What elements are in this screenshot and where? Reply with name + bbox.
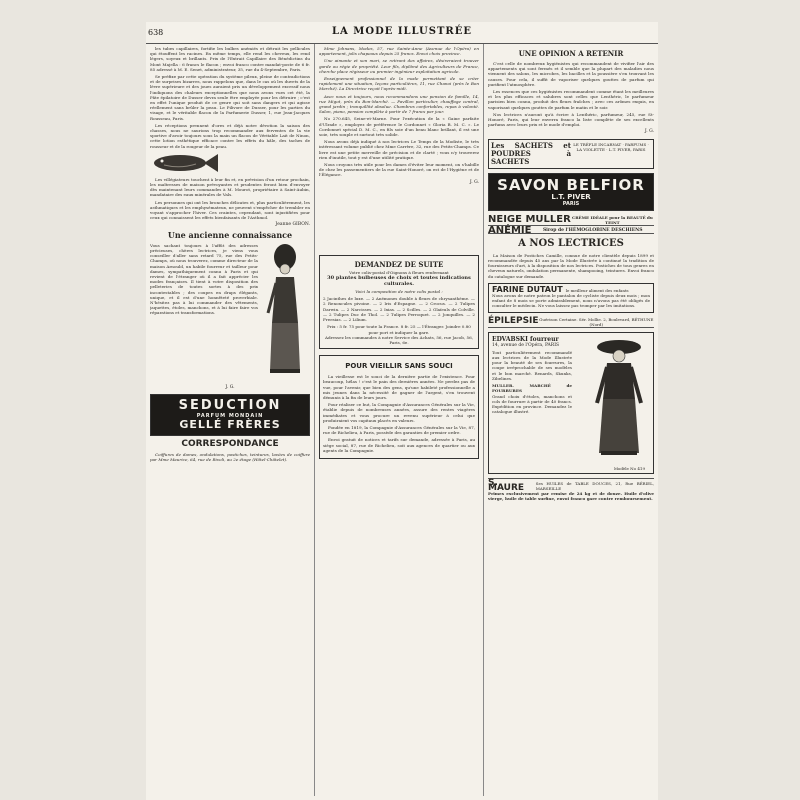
paragraph: Une aimante et son mari, se retirant des affaires, désireraient trouver garde ou régie de propriété. Leur fils, diplômé des Agriculteurs de France, cherche place régisseur ou premier ingénieur exploitation agricole. [319, 58, 479, 74]
paragraph: C'est celle de nombreux hygiénistes qui recommandent de vivifier l'air des appartements qui sont fermés et il semble que la plupart des maladies nous viennent des salons, les microbes, les bacilles et la poussière s'en trouvant les causes. Pour cela, il suffit de vaporiser quelques gouttes de parfum qui purifient l'atmosphère. [488, 61, 654, 87]
ad-text: LE TRÈFLE INCARNAT · PARFUMS · LA VIOLETTE · L.T. PIVER, PARIS [573, 141, 649, 152]
paragraph: La vieillesse est le souci de la dernière partie de l'existence. Pour beaucoup, hélas ! c'est le pain des dernières années. Ne perdez pas de vue, pour l'avenir, que bien des gens, qu'une habileté professionnelle a mis jeunes dans la nécessité de gagner de l'argent, s'en trouvent démunis à la fin de leurs jours. [323, 374, 475, 400]
header-rule [146, 43, 658, 44]
ad-title: POUR VIEILLIR SANS SOUCI [345, 362, 453, 371]
fur-coat-figure-illustration [591, 337, 647, 459]
signature: J. G. [469, 179, 479, 185]
magazine-title: LA MODE ILLUSTRÉE [332, 26, 472, 37]
ad-brand: NEIGE MULLER [488, 214, 571, 226]
paragraph: Nos lectrices n'auront qu'à écrire à Lenthéric, parfumeur, 245, rue St-Honoré, Paris, qui leur enverra franco la liste complète de ses excellents parfums avec leurs prix et le mode d'emploi. [488, 111, 654, 128]
ad-subtitle: Voici la composition de notre colis postal : [355, 289, 443, 295]
correspondance-title: CORRESPONDANCE [181, 438, 279, 449]
neige-advertisement [488, 215, 654, 226]
paragraph: Les essences que ces hygiénistes recommandent comme étant les meilleures et les plus efficaces et salubres sont celles que Lenthéric, le parfumeur parisien bien connu, produit des fleurs fraîches ; avec ces arômes exquis, en vaporisant quelques gouttes de parfum le matin et le soir. [488, 89, 654, 110]
article-block [150, 243, 310, 383]
insurance-advertisement [319, 355, 479, 459]
fish-illustration [150, 151, 310, 175]
ad-title: DEMANDEZ DE SUITE [354, 259, 444, 269]
ad-subtitle: le meilleur aliment des enfants [565, 287, 629, 293]
column-divider [314, 44, 315, 796]
ad-text: Grand choix d'étoles, manchons et cols de fourrure à partir de 40 francs. Expédition en province. Demandez le catalogue illustré. [492, 393, 572, 415]
paragraph: Pour réaliser ce but, la Compagnie d'Assurances Générales sur la Vie, établie depuis de nombreuses années, assure des rentes viagères immédiates et vous procure un revenu supérieur à celui que produiraient vos capitaux placés en valeurs. [323, 402, 475, 423]
paragraph: Se préfixe par cette opération du système pileux, pleine de contradictions et de surprises bizarres, nous rappelons que, dans le cas où les duvets de la lèvre supérieure et des joues auraient pris un développement excessif nous l'indiquons des chaleurs exceptionnelles que nous avons vues cet été, la Pâte épilatoire de Dusser devra seule être employée pour les détruire ; c'est en effet l'unique produit de ce genre qui soit sans dangers et qui agisse réellement sans brûler la peau. Le Pilivore de Dusser, pour les parties du visage, et le véritable flacon de la Parfumerie Dusser, 1, rue Jean-Jacques Rousseau, Paris. [150, 74, 310, 121]
paragraph: Nous croyons très utile pour les dames d'éviter leur moment, on s'habille de chez les passementiers de la rue Saint-Honoré, on est de l'Hygiène et de l'Élégance. [319, 162, 479, 178]
ad-subtitle: PARFUM MONDAIN [196, 412, 264, 419]
ad-header [488, 477, 654, 493]
paragraph: Vous sachant toujours à l'affût des adresses précieuses, chères lectrices, je viens vous conseiller d'aller sans retard 75, rue des Petits-Champs, où nous trouverez, comme directeur de la maison Arnould, un habile fourreur et tailleur pour dames, sympathiquement connu à Paris et qui revient de l'étranger où il a fait apprécier les modes françaises. Il tient à votre disposition des pelleteries de toutes sortes à des prix incontestables ; des coupes en draps élégants, unique, et il est d'une honnêteté proverbiale. N'hésitez pas à lui commander des vêtements, jaquettes, étoles, manchons, et à lui faire faire vos réparations et transformations. [150, 242, 258, 316]
ad-prices: Prix : 5 fr. 75 pour toute la France. 8 fr. 25 — l'Étranger. Joindre 0.80 pour port et indiquer la gare. [327, 324, 471, 335]
column-divider [483, 44, 484, 796]
paragraph: Enseignement professionnel de la mode permettant de se créer rapidement une situation, leçons particulières, 11, rue Chanoi (près le Bon Marché). La Directrice reçoit l'après-midi. [319, 76, 479, 92]
paragraph: les tubes capillaires, fortifie les bulbes anémiés et détruit les pellicules qui étouffent les racines. En même temps, elle rend les cheveux, les rend légers, soyeux et brillants. Prix de l'Extrait Capillaire des Bénédictins du Mont Majella : 6 francs le flacon ; envoi franco contre mandat-poste de 6 fr. 85 adressé à M. E. Senet, administrateur, 35, rue du 4-Septembre, Paris. [150, 46, 310, 72]
ad-brand: S. MAURE [488, 477, 525, 493]
ad-brand: ÉPILEPSIE [488, 316, 539, 327]
ad-maker: L.T. PIVER [551, 192, 591, 201]
farine-advertisement [488, 283, 654, 313]
savon-advertisement [488, 173, 654, 211]
ad-text: Nous avons de notre patron le pantalon de cycliste depuis deux mois ; mon enfant de 8 mois se porte admirablement, nous n'avons pas été obligés de consulter le médecin. Ne vous laissez pas tromper par les imitations. [492, 293, 650, 309]
seduction-advertisement [150, 394, 310, 436]
paragraph: Les villégiateurs touchent à leur fin et, en prévision d'un retour prochain, les maîtresses de maison prévoyantes et prudentes feront bien d'envoyer dès maintenant leurs commandes à M. Mourot, propriétaire à Saint-Aubin, mandataire des eaux minérales de Vals. [150, 176, 310, 198]
ad-text: Guérison Certaine. Sér. Mollie. 2, Boulevard, BÉTHUNE (Nord) [539, 316, 654, 327]
column-3 [488, 46, 654, 798]
ad-maker: GELLÉ FRÈRES [179, 417, 281, 431]
column-2 [319, 46, 479, 798]
ad-text: Sirop de l'HÉMOGLOBINE DESCHIENS [542, 227, 643, 233]
paragraph: Avec nous et toujours, nous recommandons une pension de famille, 14, rue Migot, près du Bon-Marché. — Pavillon particulier, chauffage central, grand jardin ; tranquillité absolue. Chambres confortables, repas à volonté. Salon, piano, pension complète à partir de 7 francs par jour. [319, 93, 479, 115]
signature: Jeanne GIBON. [275, 222, 310, 228]
magazine-page [146, 22, 658, 800]
paragraph: No 270.645, Seine-et-Marne. Pour l'exécution de la « Gaine parfaite d'Ulrade », employez de préférence le Cordonnet « Gloria B. M. C. ». Le Cordonnet spécial D. M. C., en fils soie d'un beau blanc brillant, il est une soie, très souple et surtout très solide. [319, 116, 479, 138]
ad-line: Votre colis-postal d'Oignons à fleurs renfermant [349, 269, 449, 275]
article-title: UNE OPINION A RETENIR [518, 49, 624, 58]
paragraph: Fondée en 1819, la Compagnie d'Assurances Générales sur la Vie, 87, rue de Richelieu, à Paris, possède des garanties de premier ordre. [323, 424, 475, 436]
ad-brand: SEDUCTION [178, 397, 282, 413]
paragraph: Envoi gratuit de notices et tarifs sur demande, adressée à Paris, au siège social, 87, rue de Richelieu, soit aux agences de quartier ou aux agents de la Compagnie. [323, 437, 475, 453]
ad-text: Tout particulièrement recommandé aux lectrices de la Mode Illustrée pour la beauté de ses fourrures, la coupe irréprochable de ses modèles et le bon marché. Renards, Skunks, Zibelines. [492, 349, 572, 381]
signature: J. G. [225, 384, 235, 390]
lectrices-title: A NOS LECTRICES [518, 237, 624, 249]
ad-subtitle: Ses HUILES de TABLE DOUCES, 21, Rue BÉRIEL, MARSEILLE [535, 480, 654, 491]
page-header [146, 26, 658, 40]
sachets-advertisement [488, 139, 654, 169]
signature: J. G. [644, 129, 654, 135]
ad-text-block [492, 336, 572, 415]
ad-brand: EDVABSKI fourreur [492, 335, 559, 343]
ad-address: Adressez les commandes à notre Service des Achats, 56, rue Jacob, 56, Paris, 6e. [324, 334, 474, 345]
page-number: 638 [148, 28, 164, 37]
ad-list: 2 Jacinthes de luxe. — 2 Anémones double à fleurs de chrysanthème. — 2 Renoncules pivoine. — 2 Iris d'Espagne. — 2 Crocus. — 2 Tulipes Darwin. — 2 Narcisses. — 2 Ixias. — 2 Scilles. — 2 Glaïeuls de Colville. — 2 Tulipes Duc de Thol. — 2 Tulipes Perroquet. — 2 Jonquilles. — 2 Freesias. — 2 Lilium. [323, 296, 475, 323]
edvabski-advertisement [488, 332, 654, 474]
epilepsie-advertisement [488, 317, 654, 328]
column-1 [150, 46, 310, 798]
figure-caption: Modèle No 419 [613, 466, 645, 472]
maure-advertisement [488, 478, 654, 502]
paragraph: La Maison de Postiches Camille, connue de notre clientèle depuis 1899 et recommandée depuis 45 ans par la Mode Illustrée à continué la tradition de fournisseurs d'art, à la disposition de nos lectrices. Postiches de tous genres en cheveux naturels, ondulation permanente, shampooing, teintures. Envoi franco du catalogue sur demande. [488, 252, 654, 279]
ad-address: 14, avenue de l'Opéra, PARIS [492, 342, 560, 348]
paragraph: Les réceptions prennent d'ores et déjà notre dévotion la saison des chasses, nous ne saurions trop recommander aux ferventes de la vie sportive d'avoir toujours sous la main un flacon de Véritable Lait de Ninon, cette lotion esthétique efficace contre les effets du hâle, des taches de rousseur et de la rougeur de la peau. [150, 122, 310, 149]
ad-text: MULLER. MARCHÉ de FOURRURES [492, 383, 572, 394]
article-title: Une ancienne connaissance [167, 229, 293, 240]
fashion-figure-illustration [264, 243, 306, 379]
ad-brand: Les SACHETS et POUDRES à SACHETS [491, 140, 571, 166]
ad-text: CRÈME IDÉALE pour la BEAUTÉ du TEINT [572, 214, 653, 225]
paragraph: Nous avons déjà indiqué à nos lectrices Le Temps de la Modiste, le très intéressant volume publié chez Mme Carrère, 32, rue des Petits-Champs. Ce livre est une petite merveille de précision et de clarté ; vous n'y trouverez rien d'inutile, tout y est d'une utilité pratique. [319, 139, 479, 160]
bulbs-advertisement [319, 255, 479, 349]
ad-brand: ANÉMIE [488, 224, 532, 236]
paragraph: Coiffures de dames, ondulations, postiches, teintures, lavées de coiffure par Mme Maurice, 64, rue de Rivoli, au 2e étage (Hôtel-Châtelet). [150, 451, 310, 463]
paragraph: Mme Johnans, Modes, 57, rue Sainte-Anne (Avenue de l'Opéra) en appartement, jolis chapeaux depuis 25 francs. Envoi choix province. [319, 46, 479, 57]
ad-text: Primes exclusivement par remise de 24 kg et de douze. Huile d'olive vierge, huile de table surfine, envoi franco gare contre remboursement. [488, 491, 654, 502]
ad-brand: FARINE DUTAUT [492, 284, 563, 294]
paragraph: Les personnes qui ont les bronches délicates et, plus particulièrement, les asthmatiques et les emphysémateux, ne peuvent s'empêcher de trembler en voyant s'approcher l'hiver. Ces craintes, cependant, sont injustifiées pour ceux qui connaissent les effets bienfaisants de l'Asthmol. [150, 199, 310, 221]
anemie-advertisement [488, 224, 654, 236]
ad-city: PARIS [562, 200, 580, 207]
ad-line: 30 plantes bulbeuses de choix et toutes indications culturales. [327, 275, 471, 288]
ad-brand: SAVON BELFIOR [497, 175, 645, 194]
